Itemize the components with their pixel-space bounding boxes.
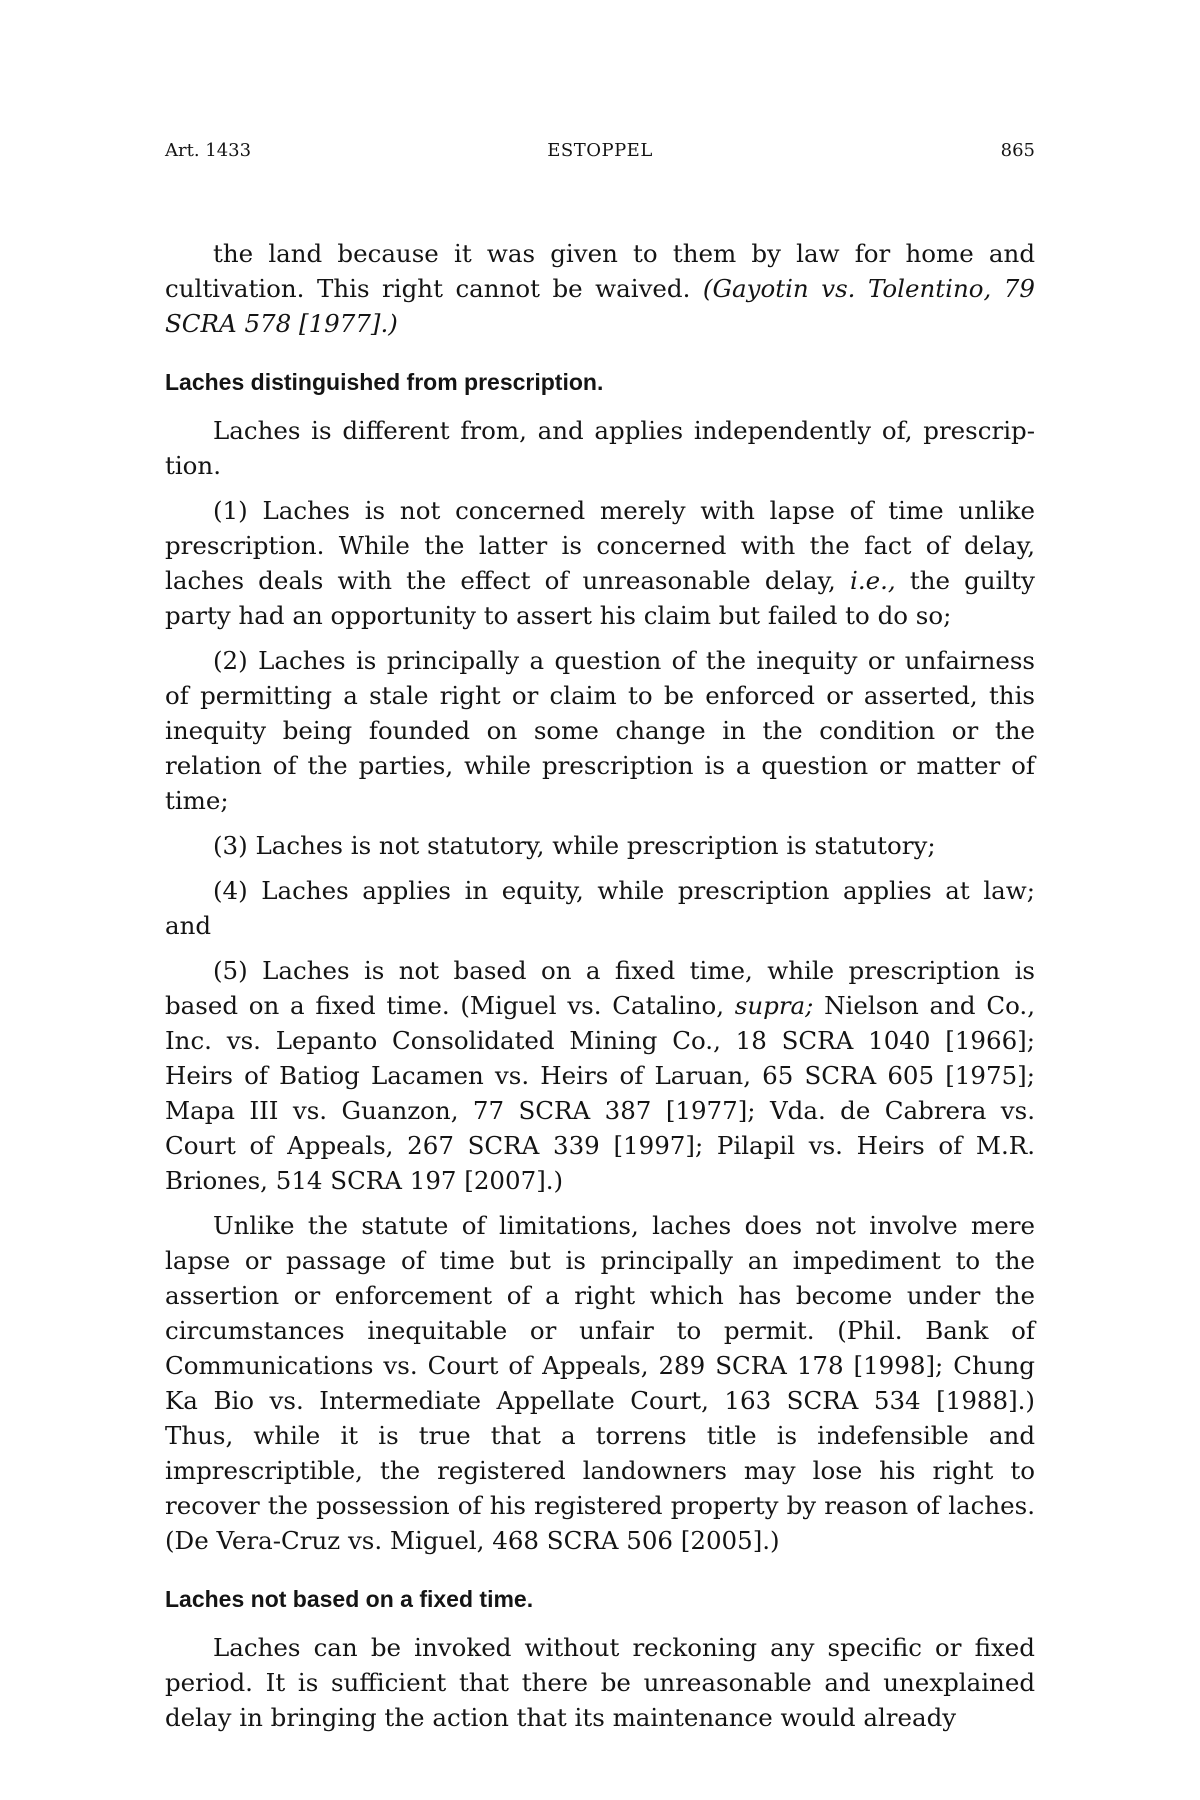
italic-term: i.e., [850, 566, 896, 595]
paragraph-text: the land because it was given to them by law for home and cultivation. This right cannot be waived. [165, 239, 1035, 303]
citation: (Gayotin vs. Tolentino, 79 SCRA 578 [1977].) [165, 274, 1035, 338]
article-number: Art. 1433 [165, 140, 252, 161]
paragraph-text: (1) Laches is not concerned merely with lapse of time unlike prescription. While the latter is concerned with the fact of delay, laches deals with the effect of unreasonable delay, [165, 496, 1035, 595]
page-number: 865 [1000, 140, 1035, 161]
paragraph-text: the guilty party had an opportunity to assert his claim but failed to do so; [165, 566, 1035, 630]
paragraph-item-3: (3) Laches is not statutory, while prescription is statutory; [213, 831, 936, 860]
paragraph-intro: Laches is different from, and applies independently of, prescription. [165, 416, 1035, 480]
paragraph-text: Nielson and Co., Inc. vs. Lepanto Consolidated Mining Co., 18 SCRA 1040 [1966]; Heirs of Batiog Lacamen vs. Heirs of Laruan, 65 SCRA 605 [1975]; Mapa III vs. Guanzon, 77 SCRA 387 [1977]; Vda. de Cabrera vs. Court of Appeals, 267 SCRA 339 [1997]; Pilapil vs. Heirs of M.R. Briones, 514 SCRA 197 [2007].) [165, 991, 1035, 1195]
section-heading-laches-fixed-time: Laches not based on a fixed time. [165, 1586, 534, 1612]
section-heading-laches-vs-prescription: Laches distinguished from prescription. [165, 369, 604, 395]
book-page [165, 0, 1035, 1800]
paragraph-item-2: (2) Laches is principally a question of the inequity or unfairness of permitting a stale right or claim to be enforced or asserted, this inequity being founded on some change in the condition or the relation of the parties, while prescription is a question or matter of time; [165, 646, 1035, 815]
chapter-title: ESTOPPEL [547, 140, 653, 161]
paragraph-item-5 [165, 953, 1035, 1198]
body-text [165, 236, 1035, 1745]
paragraph-item-1 [165, 493, 1035, 633]
paragraph-continuation [165, 236, 1035, 341]
paragraph-item-4: (4) Laches applies in equity, while prescription applies at law; and [165, 876, 1035, 940]
paragraph-statute-of-limitations: Unlike the statute of limitations, laches does not involve mere lapse or passage of time but is principally an impediment to the assertion or enforcement of a right which has become under the circumstances inequitable or unfair to permit. (Phil. Bank of Communications vs. Court of Appeals, 289 SCRA 178 [1998]; Chung Ka Bio vs. Intermediate Appellate Court, 163 SCRA 534 [1988].) Thus, while it is true that a torrens title is indefensible and imprescriptible, the registered landowners may lose his right to recover the possession of his registered property by reason of laches. (De Vera-Cruz vs. Miguel, 468 SCRA 506 [2005].) [165, 1211, 1035, 1555]
paragraph-text: (5) Laches is not based on a fixed time, while prescription is based on a fixed time. (Miguel vs. Catalino, [165, 956, 1035, 1020]
paragraph-laches-invoked: Laches can be invoked without reckoning any specific or fixed period. It is sufficient that there be unreasonable and unexplained delay in bringing the action that its maintenance would already [165, 1633, 1035, 1732]
running-head [165, 138, 1035, 164]
italic-term: supra; [734, 991, 814, 1020]
